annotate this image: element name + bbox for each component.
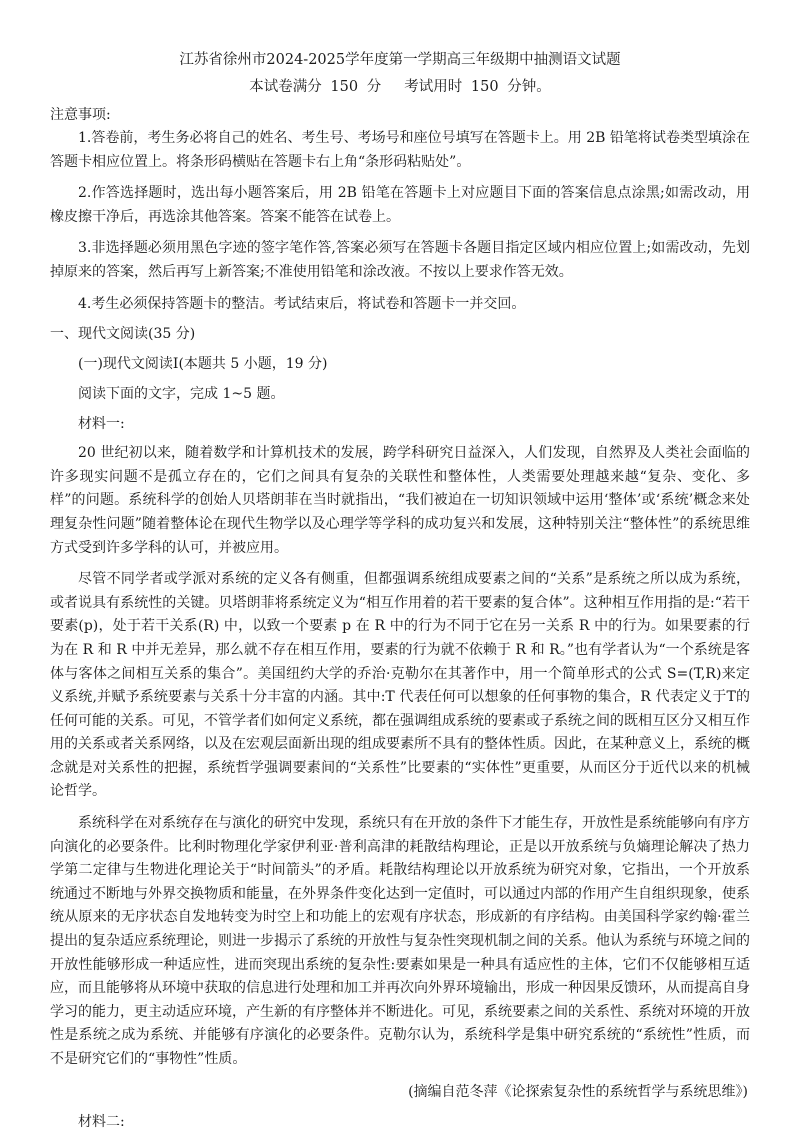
note-item-4: 4.考生必须保持答题卡的整洁。考试结束后，将试卷和答题卡一并交回。 — [78, 295, 526, 312]
material-paragraph: 20 世纪初以来，随着数学和计算机技术的发展，跨学科研究日益深入，人们发现，自然界及人类社会面临的许多现实问题不是孤立存在的，它们之间具有复杂的关联性和整体性，人类需要处理越来越“复杂、变化、多样”的问题。系统科学的创始人贝塔朗菲在当时就指出，“我们被迫在一切知识领域中运用‘整体’或‘系统’概念来处理复杂性问题”随着整体论在现代生物学以及心理学等学科的成功复兴和发展，这种特别关注“整体性”的系统思维方式受到许多学科的认可，并被应用。 — [50, 445, 750, 556]
material-paragraph: 尽管不同学者或学派对系统的定义各有侧重，但都强调系统组成要素之间的“关系”是系统之所以成为系统，或者说具有系统性的关键。贝塔朗菲将系统定义为“相互作用着的若干要素的复合体”。这种相互作用指的是:“若干要素(p)，处于若干关系(R) 中，以致一个要素 p 在 R 中的行为不同于它在另一关系 R 中的行为。如果要素的行为在 R 和 R 中并无差异，那么就不存在相互作用，要素的行为就不依赖于 R 和 R。”也有学者认为“一个系统是客体与客体之间相互关系的集合”。美国纽约大学的乔治·克勒尔在其著作中，用一个简单形式的公式 S=(T,R)来定义系统,并赋予系统要素与关系十分丰富的内涵。其中:T 代表任何可以想象的任何事物的集合，R 代表定义于T的任何可能的关系。可见，不管学者们如何定义系统，都在强调组成系统的要素或子系统之间的既相互区分又相互作用的关系或者关系网络，以及在宏观层面新出现的组成要素所不具有的整体性质。因此，在某种意义上，系统的概念就是对关系性的把握，系统哲学强调要素间的“关系性”比要素的“实体性”更重要，从而区分于近代以来的机械论哲学。 — [50, 571, 750, 800]
exam-title: 江苏省徐州市2024-2025学年度第一学期高三年级期中抽测语文试题 — [179, 52, 621, 68]
notes-label: 注意事项: — [50, 107, 111, 123]
section-heading: 一、现代文阅读(35 分) — [50, 326, 196, 343]
material-paragraph: 系统科学在对系统存在与演化的研究中发现，系统只有在开放的条件下才能生存，开放性是系统能够向有序方向演化的必要条件。比利时物理化学家伊利亚·普利高津的耗散结构理论，正是以开放系统与负熵理论解决了热力学第二定律与生物进化理论关于“时间箭头”的矛盾。耗散结构理论以开放系统为研究对象，它指出，一个开放系统通过不断地与外界交换物质和能量，在外界条件变化达到一定值时，可以通过内部的作用产生自组织现象，使系统从原来的无序状态自发地转变为时空上和功能上的宏观有序状态，形成新的有序结构。由美国科学家约翰·霍兰提出的复杂适应系统理论，则进一步揭示了系统的开放性与复杂性突现机制之间的关系。他认为系统与环境之间的开放性能够形成一种适应性，进而突现出系统的复杂性:要素如果是一种具有适应性的主体，它们不仅能够相互适应，而且能够将从环境中获取的信息进行处理和加工并再次向外界环境输出，形成一种因果反馈环，从而提高自身学习的能力，更主动适应环境，产生新的有序整体并不断进化。可见，系统要素之间的关系性、系统对环境的开放性是系统之成为系统、并能够有序演化的必要条件。克勒尔认为，系统科学是集中研究系统的“系统性”性质，而不是研究它们的“事物性”性质。 — [50, 815, 750, 1067]
exam-subtitle: 本试卷满分 150 分 考试用时 150 分钟。 — [249, 79, 551, 95]
material-one-label: 材料一: — [78, 416, 125, 433]
reading-instruction: 阅读下面的文字，完成 1~5 题。 — [78, 386, 285, 403]
note-item-2: 2.作答选择题时，选出每小题答案后，用 2B 铅笔在答题卡上对应题目下面的答案信息点涂黑;如需改动，用橡皮擦干净后，再选涂其他答案。答案不能答在试卷上。 — [50, 185, 750, 225]
part-heading: (一)现代文阅读Ⅰ(本题共 5 小题，19 分) — [78, 356, 328, 373]
note-item-1: 1.答卷前，考生务必将自己的姓名、考生号、考场号和座位号填写在答题卡上。用 2B 铅笔将试卷类型填涂在答题卡相应位置上。将条形码横贴在答题卡右上角“条形码粘贴处”。 — [50, 130, 750, 170]
material-two-label: 材料二: — [78, 1113, 125, 1130]
note-item-3: 3.非选择题必须用黑色字迹的签字笔作答,答案必须写在答题卡各题目指定区域内相应位置上;如需改动，先划掉原来的答案，然后再写上新答案;不准使用铅笔和涂改液。不按以上要求作答无效。 — [50, 240, 750, 280]
source-citation: (摘编自范冬萍《论探索复杂性的系统哲学与系统思维》) — [408, 1083, 748, 1100]
